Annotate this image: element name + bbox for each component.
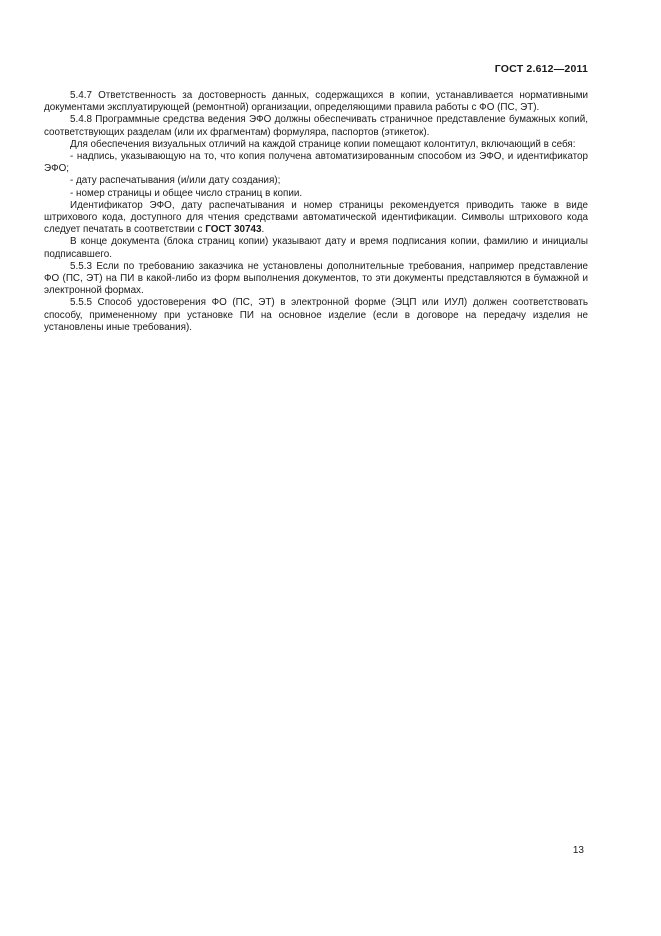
paragraph [44, 236, 588, 260]
page-number: 13 [572, 845, 584, 856]
standard-reference: ГОСТ 30743 [205, 224, 262, 236]
paragraph-text: 5.5.3 Если по требованию заказчика не установлены дополнительные требования, например представление ФО (ПС, ЭТ) на ПИ в какой-либо из форм выполнения документов, то эти документы представляются в бумажной и электронной формах. [44, 260, 588, 297]
paragraph [44, 114, 588, 138]
paragraph [44, 200, 588, 237]
standard-number-header: ГОСТ 2.612—2011 [494, 63, 588, 75]
paragraph-text: 5.4.7 Ответственность за достоверность данных, содержащихся в копии, устанавливается нормативными документами эксплуатирующей (ремонтной) организации, определяющими правила работы с ФО (ПС, ЭТ). [44, 90, 588, 114]
paragraph-text: - номер страницы и общее число страниц в копии. [70, 187, 303, 199]
paragraph [44, 297, 588, 334]
paragraph-text: . [261, 224, 265, 236]
paragraph-text: В конце документа (блока страниц копии) указывают дату и время подписания копии, фамилию и инициалы подписавшего. [44, 236, 588, 260]
paragraph-text: 5.4.8 Программные средства ведения ЭФО должны обеспечивать страничное представление бумажных копий, соответствующих разделам (или их фрагментам) формуляра, паспортов (этикеток). [44, 114, 588, 138]
paragraph-text: - надпись, указывающую на то, что копия получена автоматизированным способом из ЭФО, и идентификатор ЭФО; [44, 151, 588, 175]
paragraph [44, 151, 588, 175]
document-body [44, 90, 588, 334]
paragraph-text: - дату распечатывания (и/или дату создания); [70, 175, 281, 187]
paragraph [44, 261, 588, 298]
paragraph [44, 175, 588, 187]
paragraph [44, 90, 588, 114]
paragraph-text: Идентификатор ЭФО, дату распечатывания и номер страницы рекомендуется приводить также в виде штрихового кода, доступного для чтения средствами автоматической идентификации. Символы штрихового кода следует печатать в соответствии с [44, 199, 588, 236]
paragraph-text: Для обеспечения визуальных отличий на каждой странице копии помещают колонтитул, включающий в себя: [70, 138, 576, 150]
paragraph-text: 5.5.5 Способ удостоверения ФО (ПС, ЭТ) в электронной форме (ЭЦП или ИУЛ) должен соответствовать способу, примененному при установке ПИ на основное изделие (если в договоре на передачу изделия не установлены иные требования). [44, 297, 588, 333]
paragraph [44, 139, 588, 151]
paragraph [44, 188, 588, 200]
